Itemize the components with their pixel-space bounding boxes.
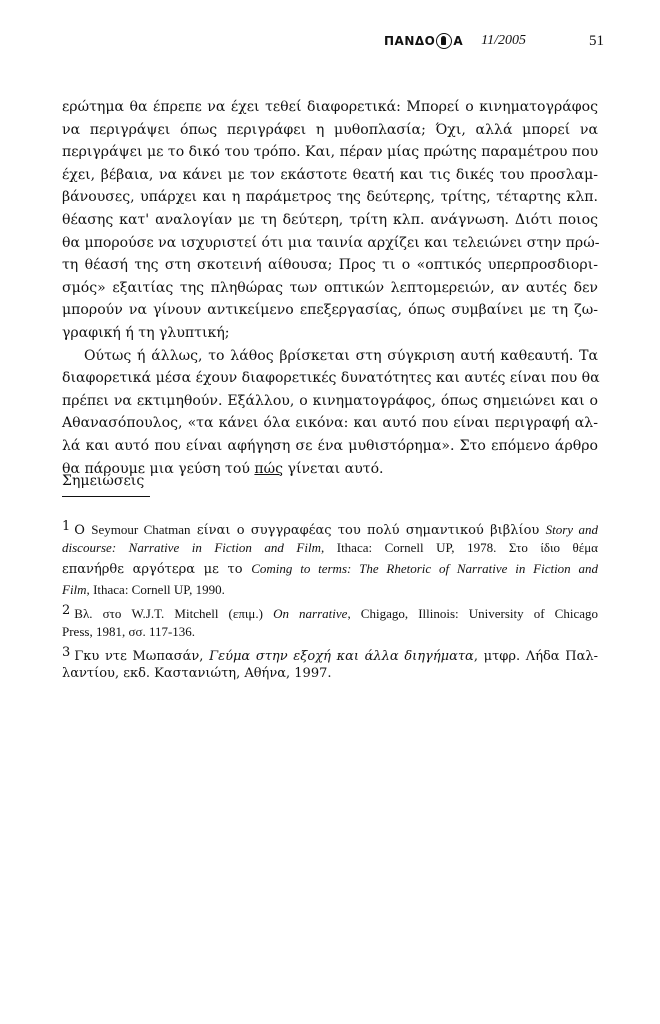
journal-name-end: Α	[453, 34, 464, 48]
footnote-text: Seymour Chatman	[91, 522, 191, 537]
body-line: λά και αυτό που είναι αφήγηση σε ένα μυθιστόρημα». Στο επόμενο άρθρο	[62, 437, 598, 454]
footnote-text: , μτφρ. Λήδα Παλ-	[473, 649, 598, 664]
body-text	[62, 96, 598, 480]
body-line: έχει, βέβαια, να κάνει με τον εκάστοτε θεατή και τις δικές του προσλαμ-	[62, 166, 598, 183]
footnote-text: Ο	[74, 523, 92, 538]
book-title: Story and	[545, 522, 598, 537]
journal-name	[384, 33, 463, 49]
issue-number: 11/2005	[481, 33, 527, 48]
footnote-text: Γκυ ντε Μωπασάν,	[74, 649, 210, 664]
book-title: Film,	[62, 582, 90, 597]
footnote-number: 3	[62, 645, 71, 660]
footnote-1-line	[62, 516, 598, 537]
page-number: 51	[589, 32, 604, 49]
body-line: θα μπορούσε να ισχυριστεί ότι μια ταινία αρχίζει και τελειώνει στην πρώ-	[62, 234, 600, 251]
footnote-text: , Chigago, Illinois: University of Chicago	[347, 606, 598, 621]
footnotes	[62, 516, 598, 684]
body-line: διαφορετικά μέσα έχουν διαφορετικές δυνατότητες και αυτές είναι που θα	[62, 370, 600, 387]
body-line: θέασης κατ' αναλογίαν με τη δεύτερη, τρίτη κλπ. ανάγνωση. Διότι ποιος	[62, 211, 598, 228]
tree-emblem-icon	[436, 33, 452, 49]
last-line-text: θα πάρουμε μια γεύση τού	[62, 460, 255, 477]
body-line: περιγράψει με το δικό του τρόπο. Και, πέραν μίας πρώτης παραμέτρου που	[62, 144, 599, 161]
footnote-2-line	[62, 600, 598, 621]
running-header	[384, 30, 604, 52]
footnote-text: είναι ο συγγραφέας του πολύ σημαντικού βιβλίου	[190, 523, 546, 538]
notes-heading: Σημειώσεις	[62, 473, 145, 489]
underlined-word: πώς	[254, 460, 284, 477]
footnote-number: 2	[62, 603, 71, 618]
body-line: να περιγράψει όπως περιγράφει η μυθοπλασία; Όχι, αλλά μπορεί να	[62, 121, 598, 138]
body-line: Ούτως ή άλλως, το λάθος βρίσκεται στη σύγκριση αυτή καθεαυτή. Τα	[84, 347, 598, 364]
footnote-1-line	[62, 558, 598, 579]
footnote-text: λαντίου, εκδ. Καστανιώτη, Αθήνα, 1997.	[62, 666, 332, 681]
footnote-text: επανήρθε αργότερα με το	[62, 562, 252, 577]
body-line: τη θέασή της στη σκοτεινή αίθουσα; Προς τι ο «οπτικός υπερπροσδιορι-	[62, 257, 598, 274]
body-line: ερώτημα θα έπρεπε να έχει τεθεί διαφορετικά: Μπορεί ο κινηματογράφος	[62, 99, 598, 115]
body-line: μπορούν να γίνουν αντικείμενο επεξεργασίας, όπως συμβαίνει με τη ζω-	[62, 302, 598, 319]
footnote-2-line	[62, 621, 598, 642]
body-line: γραφική ή τη γλυπτική;	[62, 324, 230, 341]
body-line: σμός» εξαιτίας της πληθώρας των οπτικών λεπτομερειών, αν αυτές δεν	[62, 279, 598, 296]
body-line: πρέπει να εκτιμηθούν. Εξάλλου, ο κινηματογράφος, όπως σημειώνει και ο	[62, 392, 598, 409]
book-title: On narrative	[273, 606, 348, 621]
notes-divider	[62, 496, 150, 497]
footnote-number: 1	[62, 519, 71, 534]
footnote-3-line	[62, 642, 598, 663]
book-title: Coming to terms: The Rhetoric of Narrative in Fiction and	[251, 561, 598, 576]
footnote-1-line	[62, 537, 598, 558]
body-line: βάνουσες, υπάρχει και η παράμετρος της δεύτερης, τρίτης, τέταρτης κλπ.	[62, 189, 598, 206]
book-title: discourse: Narrative in Fiction and Film,	[62, 540, 325, 555]
footnote-text: Ithaca: Cornell UP, 1978. Στο ίδιο θέμα	[324, 540, 598, 555]
footnote-3-line	[62, 663, 598, 684]
last-line-end: γίνεται αυτό.	[283, 460, 384, 477]
journal-name-start: ΠΑΝΔΟ	[384, 34, 436, 48]
footnote-text: Βλ. στο W.J.T. Mitchell (επιμ.)	[74, 606, 274, 621]
footnote-text: Ithaca: Cornell UP, 1990.	[89, 582, 225, 597]
body-line: Αθανασόπουλος, «τα κάνει όλα εικόνα: και αυτό που είναι περιγραφή αλ-	[62, 415, 598, 432]
footnote-text: Press, 1981, σσ. 117-136.	[62, 624, 196, 639]
footnote-1-line	[62, 579, 598, 600]
book-title: Γεύμα στην εξοχή και άλλα διηγήματα	[209, 649, 474, 664]
